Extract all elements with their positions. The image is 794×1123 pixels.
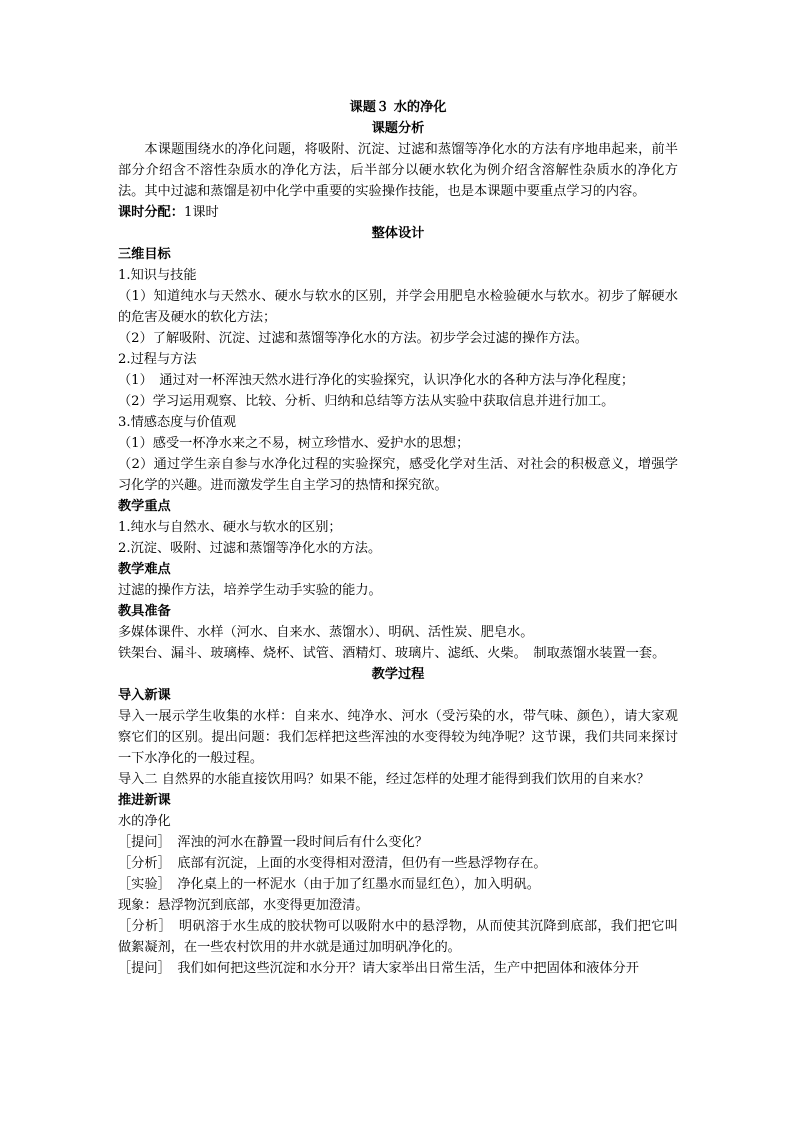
objective-2-item-1: （1） 通过对一杯浑浊天然水进行净化的实验探究，认识净化水的各种方法与净化程度；: [118, 373, 635, 388]
difficulty-heading: 教学难点: [118, 562, 171, 577]
process-heading: 教学过程: [371, 667, 425, 682]
key-points-heading: 教学重点: [118, 499, 171, 514]
objective-2-item-2: （2）学习运用观察、比较、分析、归纳和总结等方法从实验中获取信息并进行加工。: [118, 394, 615, 409]
class-time-line: [118, 202, 678, 223]
experiment-1: ［实验］ 净化桌上的一杯泥水（由于加了红墨水而显红色），加入明矾。: [118, 877, 540, 892]
objective-1-title: 1.知识与技能: [118, 268, 197, 283]
objective-2-title: 2.过程与方法: [118, 352, 197, 367]
question-1: ［提问］ 浑浊的河水在静置一段时间后有什么变化？: [118, 835, 428, 850]
class-time-label: 课时分配：: [118, 205, 184, 220]
document-page: [118, 97, 678, 979]
phenomenon: 现象：悬浮物沉到底部，水变得更加澄清。: [118, 898, 369, 913]
analysis-paragraph: 本课题围绕水的净化问题，将吸附、沉淀、过滤和蒸馏等净化水的方法有序地串起来，前半部分介绍含不溶性杂质水的净化方法，后半部分以硬水软化为例介绍含溶解性杂质水的净化方法。其中过滤和蒸馏是初中化学中重要的实验操作技能，也是本课题中要重点学习的内容。: [118, 142, 678, 199]
key-point-2: 2.沉淀、吸附、过滤和蒸馏等净化水的方法。: [118, 541, 382, 556]
intro-heading: 导入新课: [118, 688, 171, 703]
overall-design-heading: 整体设计: [371, 226, 425, 241]
prep-heading: 教具准备: [118, 604, 171, 619]
key-point-1: 1.纯水与自然水、硬水与软水的区别；: [118, 520, 342, 535]
analysis-1: ［分析］ 底部有沉淀，上面的水变得相对澄清，但仍有一些悬浮物存在。: [118, 856, 547, 871]
new-lesson-heading: 推进新课: [118, 793, 171, 808]
analysis-2: ［分析］ 明矾溶于水生成的胶状物可以吸附水中的悬浮物，从而使其沉降到底部，我们把它叫做絮凝剂，在一些农村饮用的井水就是通过加明矾净化的。: [118, 919, 678, 955]
objective-3-item-1: （1）感受一杯净水来之不易，树立珍惜水、爱护水的思想；: [118, 436, 470, 451]
class-time-value: 1课时: [183, 205, 219, 220]
intro-2: 导入二 自然界的水能直接饮用吗？如果不能，经过怎样的处理才能得到我们饮用的自来水？: [118, 772, 650, 787]
prep-line-1: 多媒体课件、水样（河水、自来水、蒸馏水）、明矾、活性炭、肥皂水。: [118, 625, 534, 640]
lesson-title: 课题３ 水的净化: [349, 100, 447, 115]
prep-line-2: 铁架台、漏斗、玻璃棒、烧杯、试管、酒精灯、玻璃片、滤纸、火柴。 制取蒸馏水装置一套。: [118, 646, 666, 661]
question-2: ［提问］ 我们如何把这些沉淀和水分开？请大家举出日常生活，生产中把固体和液体分开: [118, 961, 639, 976]
analysis-heading: 课题分析: [371, 121, 425, 136]
objectives-heading: 三维目标: [118, 247, 171, 262]
objective-3-title: 3.情感态度与价值观: [118, 415, 237, 430]
objective-3-item-2: （2）通过学生亲自参与水净化过程的实验探究，感受化学对生活、对社会的积极意义，增强学习化学的兴趣。进而激发学生自主学习的热情和探究欲。: [118, 457, 678, 493]
objective-1-item-2: （2）了解吸附、沉淀、过滤和蒸馏等净化水的方法。初步学会过滤的操作方法。: [118, 331, 588, 346]
section-title: 水的净化: [118, 814, 171, 829]
intro-1: 导入一展示学生收集的水样：自来水、纯净水、河水（受污染的水，带气味、颜色），请大家观察它们的区别。提出问题：我们怎样把这些浑浊的水变得较为纯净呢？这节课，我们共同来探讨一下水净化的一般过程。: [118, 709, 678, 766]
difficulty-text: 过滤的操作方法，培养学生动手实验的能力。: [118, 583, 382, 598]
objective-1-item-1: （1）知道纯水与天然水、硬水与软水的区别，并学会用肥皂水检验硬水与软水。初步了解硬水的危害及硬水的软化方法；: [118, 289, 678, 325]
